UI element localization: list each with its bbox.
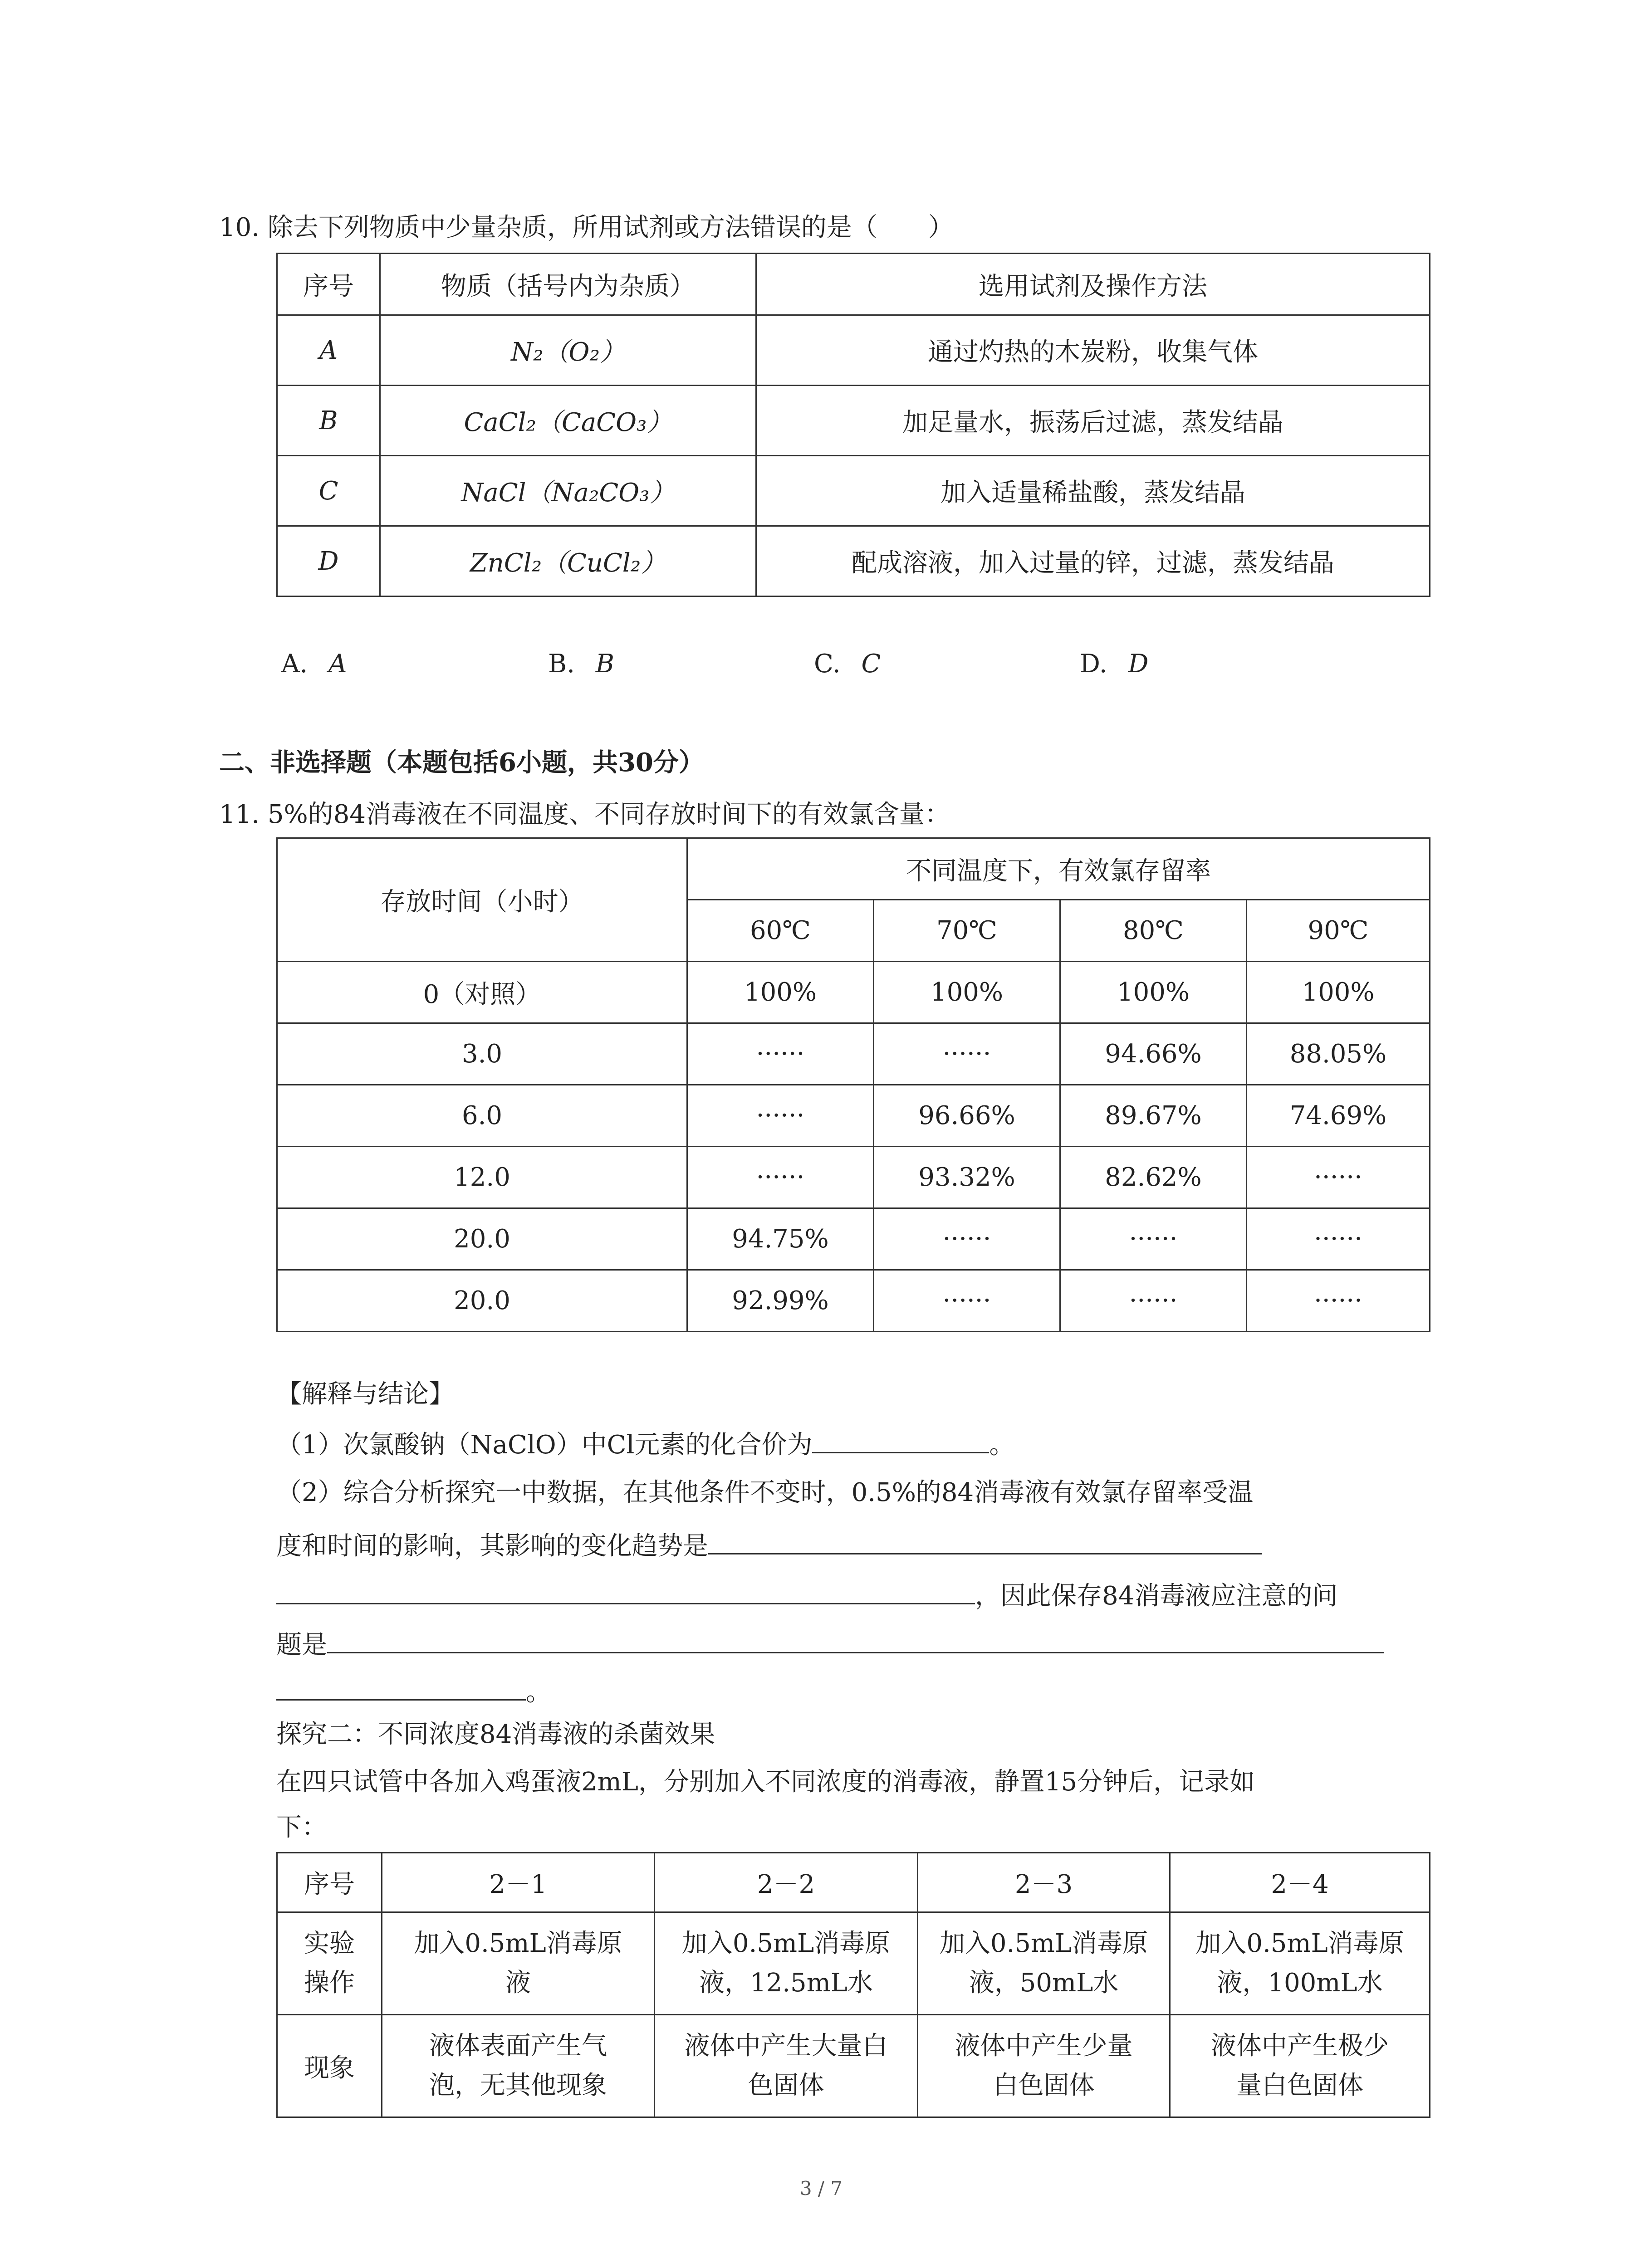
answer-blank-3a[interactable] <box>327 1627 1384 1653</box>
sub2-line4 <box>276 1627 1384 1660</box>
q10-row-c-method: 加入适量稀盐酸，蒸发结晶 <box>756 456 1430 526</box>
table1-temp: 60℃ <box>687 900 874 962</box>
answer-blank-1[interactable] <box>812 1427 989 1453</box>
table1-cell: 96.66% <box>874 1085 1060 1147</box>
table2-op-cell: 加入0.5mL消毒原 液，12.5mL水 <box>655 1912 918 2015</box>
table1-cell: ······ <box>1060 1270 1247 1332</box>
q10-header-method: 选用试剂及操作方法 <box>756 254 1430 315</box>
table1-cell: 100% <box>874 962 1060 1023</box>
answer-blank-2b[interactable] <box>276 1578 975 1604</box>
table1-cell: 88.05% <box>1247 1023 1430 1085</box>
sub1-text: （1）次氯酸钠（NaClO）中Cl元素的化合价为 <box>276 1430 813 1460</box>
page-number: 3 / 7 <box>799 2177 843 2200</box>
table1-cell: ······ <box>1247 1208 1430 1270</box>
table2-header: 2－4 <box>1170 1853 1430 1912</box>
q11-table1 <box>276 837 1430 1332</box>
table-row <box>277 962 1430 1023</box>
table1-temp: 90℃ <box>1247 900 1430 962</box>
option-d-label: D. <box>1080 649 1107 679</box>
table1-cell: 74.69% <box>1247 1085 1430 1147</box>
q10-row-c-id: C <box>277 456 380 526</box>
table2-phen-cell: 液体表面产生气 泡，无其他现象 <box>382 2015 655 2117</box>
table1-time: 6.0 <box>277 1085 687 1147</box>
sub2-line2 <box>276 1528 1262 1561</box>
option-c-value: C <box>861 649 881 679</box>
q10-row-b-method: 加足量水，振荡后过滤，蒸发结晶 <box>756 386 1430 456</box>
q10-header-id: 序号 <box>277 254 380 315</box>
table1-cell: 100% <box>687 962 874 1023</box>
table1-cell: ······ <box>874 1270 1060 1332</box>
table2-phen-cell: 液体中产生少量 白色固体 <box>918 2015 1170 2117</box>
sub2-line3-text: ，因此保存84消毒液应注意的问 <box>975 1581 1338 1611</box>
table1-corner: 存放时间（小时） <box>277 838 687 962</box>
table2-phen-label: 现象 <box>277 2015 382 2117</box>
table1-cell: 94.66% <box>1060 1023 1247 1085</box>
option-b-value: B <box>595 649 614 679</box>
table1-cell: ······ <box>1247 1147 1430 1208</box>
q10-option-c[interactable] <box>814 649 881 679</box>
table1-cell: 100% <box>1060 962 1247 1023</box>
q10-row-c-substance: NaCl（Na₂CO₃） <box>380 456 756 526</box>
q11-stem: 11. 5%的84消毒液在不同温度、不同存放时间下的有效氯含量： <box>219 800 950 829</box>
table2-phen-cell: 液体中产生极少 量白色固体 <box>1170 2015 1430 2117</box>
table2-header: 2－3 <box>918 1853 1170 1912</box>
q10-row-b-substance: CaCl₂（CaCO₃） <box>380 386 756 456</box>
table1-cell: 82.62% <box>1060 1147 1247 1208</box>
table2-op-label: 实验 操作 <box>277 1912 382 2015</box>
sub2-line4-text: 题是 <box>276 1630 327 1660</box>
explore2-desc: 在四只试管中各加入鸡蛋液2mL，分别加入不同浓度的消毒液，静置15分钟后，记录如 <box>276 1767 1255 1797</box>
table1-cell: ······ <box>874 1208 1060 1270</box>
table2-phen-cell: 液体中产生大量白 色固体 <box>655 2015 918 2117</box>
table2-op-cell: 加入0.5mL消毒原 液 <box>382 1912 655 2015</box>
q10-option-d[interactable] <box>1080 649 1148 679</box>
table-row <box>277 1208 1430 1270</box>
explore2-title: 探究二：不同浓度84消毒液的杀菌效果 <box>276 1720 715 1749</box>
q10-row-b-id: B <box>277 386 380 456</box>
table1-cell: 89.67% <box>1060 1085 1247 1147</box>
answer-blank-3b[interactable] <box>276 1674 526 1701</box>
table1-cell: 93.32% <box>874 1147 1060 1208</box>
option-c-label: C. <box>814 649 841 679</box>
q10-table <box>276 253 1430 597</box>
table2-header: 2－2 <box>655 1853 918 1912</box>
table1-cell: ······ <box>687 1085 874 1147</box>
table2-header: 2－1 <box>382 1853 655 1912</box>
table1-cell: ······ <box>874 1023 1060 1085</box>
q10-row-d-method: 配成溶液，加入过量的锌，过滤，蒸发结晶 <box>756 526 1430 596</box>
table1-cell: ······ <box>687 1147 874 1208</box>
q10-option-a[interactable] <box>281 649 347 679</box>
table1-cell: 100% <box>1247 962 1430 1023</box>
q11-table2 <box>276 1852 1430 2118</box>
table1-group-header: 不同温度下，有效氯存留率 <box>687 838 1430 900</box>
sub2-line1: （2）综合分析探究一中数据，在其他条件不变时，0.5%的84消毒液有效氯存留率受温 <box>276 1478 1254 1507</box>
table-row <box>277 1085 1430 1147</box>
q10-row-d-id: D <box>277 526 380 596</box>
table1-cell: 94.75% <box>687 1208 874 1270</box>
table2-op-cell: 加入0.5mL消毒原 液，100mL水 <box>1170 1912 1430 2015</box>
q10-row-a-method: 通过灼热的木炭粉，收集气体 <box>756 315 1430 386</box>
option-a-label: A. <box>281 649 308 679</box>
option-b-label: B. <box>548 649 575 679</box>
table1-cell: ······ <box>1247 1270 1430 1332</box>
table1-time: 0（对照） <box>277 962 687 1023</box>
sub1-end: 。 <box>989 1430 1015 1460</box>
table1-time: 20.0 <box>277 1208 687 1270</box>
table2-header: 序号 <box>277 1853 382 1912</box>
section-heading: 二、非选择题（本题包括6小题，共30分） <box>219 748 704 777</box>
table2-op-cell: 加入0.5mL消毒原 液，50mL水 <box>918 1912 1170 2015</box>
table1-temp: 80℃ <box>1060 900 1247 962</box>
table1-cell: 92.99% <box>687 1270 874 1332</box>
option-d-value: D <box>1128 649 1149 679</box>
sub2-end: 。 <box>526 1677 551 1707</box>
table-row <box>277 1023 1430 1085</box>
q10-row-a-id: A <box>277 315 380 386</box>
q10-stem: 10. 除去下列物质中少量杂质，所用试剂或方法错误的是（ ） <box>219 213 954 242</box>
q10-row-a-substance: N₂（O₂） <box>380 315 756 386</box>
table1-time: 3.0 <box>277 1023 687 1085</box>
table1-cell: ······ <box>1060 1208 1247 1270</box>
q10-header-substance: 物质（括号内为杂质） <box>380 254 756 315</box>
table1-temp: 70℃ <box>874 900 1060 962</box>
q10-row-d-substance: ZnCl₂（CuCl₂） <box>380 526 756 596</box>
sub-question-1 <box>276 1427 1014 1460</box>
answer-blank-2a[interactable] <box>708 1528 1262 1554</box>
sub2-line2-text: 度和时间的影响，其影响的变化趋势是 <box>276 1531 708 1561</box>
option-a-value: A <box>328 649 347 679</box>
table1-time: 12.0 <box>277 1147 687 1208</box>
explain-title: 【解释与结论】 <box>276 1379 454 1409</box>
q10-option-b[interactable] <box>548 649 614 679</box>
table1-cell: ······ <box>687 1023 874 1085</box>
sub2-line3 <box>276 1578 1337 1611</box>
table-row <box>277 1270 1430 1332</box>
table1-time: 20.0 <box>277 1270 687 1332</box>
explore2-desc-cont: 下： <box>276 1813 327 1842</box>
table-row <box>277 1147 1430 1208</box>
sub2-line5 <box>276 1674 551 1707</box>
